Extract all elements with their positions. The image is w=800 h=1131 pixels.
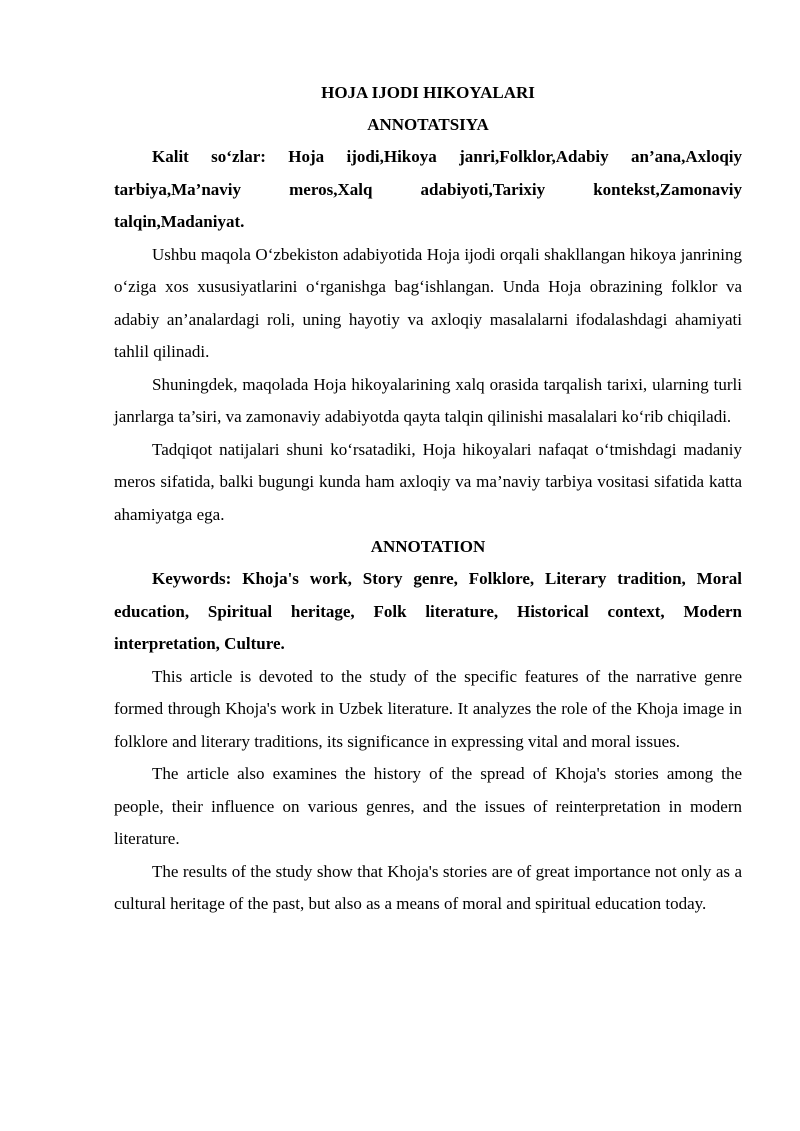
en-keywords-label: Keywords:	[152, 569, 232, 588]
en-keywords	[114, 563, 742, 661]
uz-annotation-heading: ANNOTATSIYA	[367, 115, 489, 134]
uz-paragraph-1: Ushbu maqola O‘zbekiston adabiyotida Hoja ijodi orqali shakllangan hikoya janrining o‘ziga xos xususiyatlarini o‘rganishga bag‘ishlangan. Unda Hoja obrazining folklor va adabiy an’analardagi roli, uning hayotiy va axloqiy masalalarni ifodalashdagi ahamiyati tahlil qilinadi.	[114, 244, 742, 361]
en-paragraph-2: The article also examines the history of the spread of Khoja's stories among the people, their influence on various genres, and the issues of reinterpretation in modern literature.	[114, 764, 742, 848]
en-paragraph-3: The results of the study show that Khoja's stories are of great importance not only as a cultural heritage of the past, but also as a means of moral and spiritual education today.	[114, 861, 742, 913]
uz-keywords-label: Kalit so‘zlar:	[152, 147, 266, 166]
en-keywords-text: Khoja's work, Story genre, Folklore, Literary tradition, Moral education, Spiritual heritage, Folk literature, Historical context, Modern interpretation, Culture.	[114, 569, 742, 653]
uz-keywords-text: Hoja ijodi,Hikoya janri,Folklor,Adabiy an’ana,Axloqiy tarbiya,Ma’naviy meros,Xalq adabiyoti,Tarixiy kontekst,Zamonaviy talqin,Madaniyat.	[114, 147, 742, 231]
document-title: HOJA IJODI HIKOYALARI	[321, 83, 535, 102]
en-annotation-heading: ANNOTATION	[370, 537, 486, 556]
uz-keywords	[114, 141, 742, 239]
en-paragraph-1: This article is devoted to the study of the specific features of the narrative genre formed through Khoja's work in Uzbek literature. It analyzes the role of the Khoja image in folklore and literary traditions, its significance in expressing vital and moral issues.	[114, 666, 742, 751]
uz-paragraph-3: Tadqiqot natijalari shuni ko‘rsatadiki, Hoja hikoyalari nafaqat o‘tmishdagi madaniy meros sifatida, balki bugungi kunda ham axloqiy va ma’naviy tarbiya vositasi sifatida katta ahamiyatga ega.	[114, 439, 742, 524]
uz-paragraph-2: Shuningdek, maqolada Hoja hikoyalarining xalq orasida tarqalish tarixi, ularning turli janrlarga ta’siri, va zamonaviy adabiyotda qayta talqin qilinishi masalalari ko‘rib chiqiladi.	[114, 374, 742, 426]
